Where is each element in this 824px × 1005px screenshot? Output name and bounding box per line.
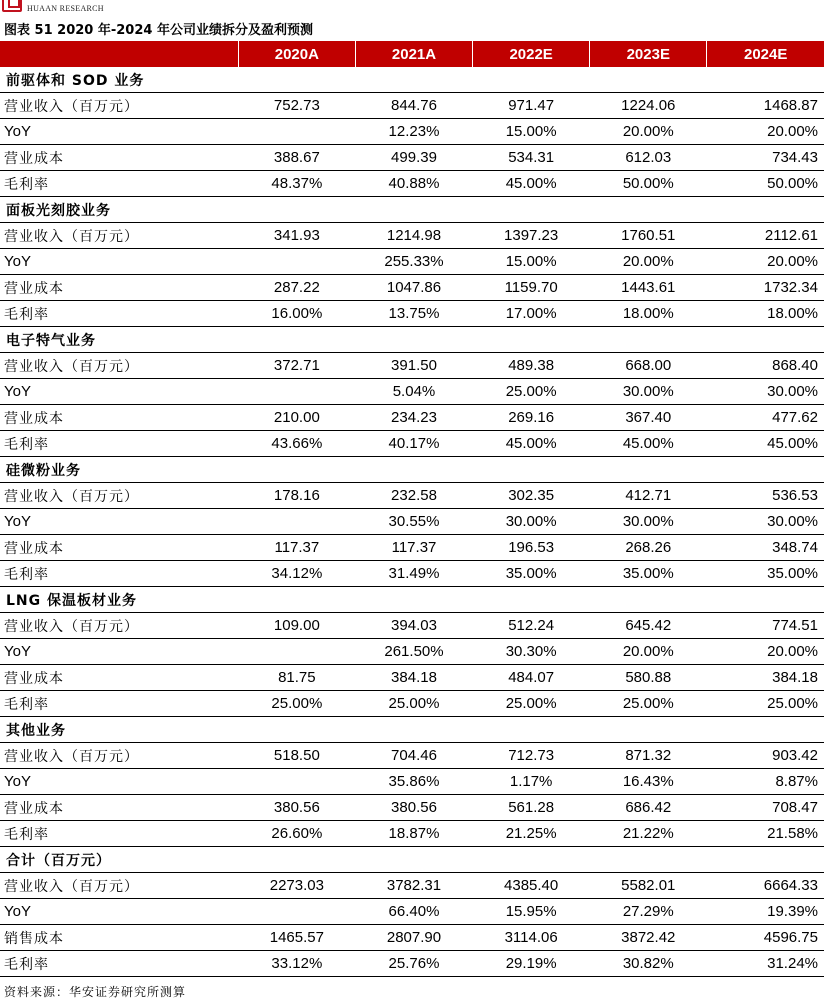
row-label: 营业收入（百万元） xyxy=(0,483,238,509)
value-cell: 871.32 xyxy=(590,743,707,769)
value-cell: 210.00 xyxy=(238,405,355,431)
value-cell: 380.56 xyxy=(355,795,472,821)
value-cell: 27.29% xyxy=(590,899,707,925)
value-cell: 561.28 xyxy=(473,795,590,821)
section-title: 前驱体和 SOD 业务 xyxy=(0,67,824,93)
table-row xyxy=(0,795,824,821)
value-cell: 178.16 xyxy=(238,483,355,509)
value-cell: 20.00% xyxy=(590,119,707,145)
value-cell: 394.03 xyxy=(355,613,472,639)
table-row xyxy=(0,431,824,457)
header-year: 2020A xyxy=(238,41,355,67)
header-year: 2022E xyxy=(473,41,590,67)
section-title: 合计（百万元） xyxy=(0,847,824,873)
value-cell: 774.51 xyxy=(707,613,824,639)
value-cell xyxy=(238,899,355,925)
value-cell: 18.00% xyxy=(590,301,707,327)
value-cell: 1159.70 xyxy=(473,275,590,301)
table-row xyxy=(0,639,824,665)
value-cell: 26.60% xyxy=(238,821,355,847)
value-cell: 17.00% xyxy=(473,301,590,327)
table-row xyxy=(0,275,824,301)
section-header-row xyxy=(0,197,824,223)
value-cell: 117.37 xyxy=(238,535,355,561)
value-cell: 489.38 xyxy=(473,353,590,379)
value-cell: 302.35 xyxy=(473,483,590,509)
value-cell: 704.46 xyxy=(355,743,472,769)
value-cell: 234.23 xyxy=(355,405,472,431)
value-cell: 12.23% xyxy=(355,119,472,145)
brand-logo-icon xyxy=(2,0,22,12)
section-header-row xyxy=(0,457,824,483)
value-cell: 40.17% xyxy=(355,431,472,457)
value-cell: 66.40% xyxy=(355,899,472,925)
value-cell: 5582.01 xyxy=(590,873,707,899)
value-cell: 903.42 xyxy=(707,743,824,769)
table-row xyxy=(0,483,824,509)
value-cell: 3114.06 xyxy=(473,925,590,951)
value-cell: 3872.42 xyxy=(590,925,707,951)
value-cell: 43.66% xyxy=(238,431,355,457)
value-cell xyxy=(238,119,355,145)
row-label: YoY xyxy=(0,509,238,535)
value-cell: 1465.57 xyxy=(238,925,355,951)
value-cell: 5.04% xyxy=(355,379,472,405)
table-row xyxy=(0,769,824,795)
row-label: 毛利率 xyxy=(0,301,238,327)
header-year: 2021A xyxy=(355,41,472,67)
value-cell: 18.87% xyxy=(355,821,472,847)
value-cell: 384.18 xyxy=(707,665,824,691)
value-cell: 518.50 xyxy=(238,743,355,769)
value-cell: 2273.03 xyxy=(238,873,355,899)
value-cell: 384.18 xyxy=(355,665,472,691)
table-row xyxy=(0,925,824,951)
value-cell: 536.53 xyxy=(707,483,824,509)
value-cell: 34.12% xyxy=(238,561,355,587)
value-cell: 30.00% xyxy=(707,509,824,535)
value-cell: 15.00% xyxy=(473,119,590,145)
table-row xyxy=(0,821,824,847)
table-row xyxy=(0,509,824,535)
table-row xyxy=(0,301,824,327)
value-cell xyxy=(238,509,355,535)
value-cell: 20.00% xyxy=(707,639,824,665)
section-title: LNG 保温板材业务 xyxy=(0,587,824,613)
value-cell: 50.00% xyxy=(590,171,707,197)
value-cell: 81.75 xyxy=(238,665,355,691)
table-row xyxy=(0,561,824,587)
value-cell: 1214.98 xyxy=(355,223,472,249)
value-cell: 534.31 xyxy=(473,145,590,171)
value-cell: 30.00% xyxy=(590,379,707,405)
section-title: 其他业务 xyxy=(0,717,824,743)
header-year: 2024E xyxy=(707,41,824,67)
value-cell: 35.86% xyxy=(355,769,472,795)
value-cell: 367.40 xyxy=(590,405,707,431)
table-row xyxy=(0,353,824,379)
value-cell: 868.40 xyxy=(707,353,824,379)
value-cell: 15.95% xyxy=(473,899,590,925)
value-cell: 708.47 xyxy=(707,795,824,821)
row-label: YoY xyxy=(0,379,238,405)
value-cell: 580.88 xyxy=(590,665,707,691)
value-cell: 412.71 xyxy=(590,483,707,509)
value-cell: 499.39 xyxy=(355,145,472,171)
figure-caption: 图表 51 2020 年-2024 年公司业绩拆分及盈利预测 xyxy=(4,23,313,38)
row-label: 营业收入（百万元） xyxy=(0,223,238,249)
row-label: 营业成本 xyxy=(0,405,238,431)
value-cell: 752.73 xyxy=(238,93,355,119)
section-header-row xyxy=(0,327,824,353)
value-cell: 712.73 xyxy=(473,743,590,769)
row-label: 营业收入（百万元） xyxy=(0,613,238,639)
section-header-row xyxy=(0,717,824,743)
row-label: YoY xyxy=(0,249,238,275)
row-label: 毛利率 xyxy=(0,691,238,717)
value-cell: 109.00 xyxy=(238,613,355,639)
section-title: 硅微粉业务 xyxy=(0,457,824,483)
value-cell: 612.03 xyxy=(590,145,707,171)
value-cell: 348.74 xyxy=(707,535,824,561)
value-cell: 117.37 xyxy=(355,535,472,561)
row-label: 营业成本 xyxy=(0,535,238,561)
row-label: 毛利率 xyxy=(0,561,238,587)
value-cell: 255.33% xyxy=(355,249,472,275)
row-label: 营业收入（百万元） xyxy=(0,93,238,119)
value-cell: 19.39% xyxy=(707,899,824,925)
forecast-table xyxy=(0,41,824,977)
value-cell: 31.49% xyxy=(355,561,472,587)
table-row xyxy=(0,873,824,899)
value-cell: 30.00% xyxy=(707,379,824,405)
value-cell: 30.30% xyxy=(473,639,590,665)
value-cell: 45.00% xyxy=(473,431,590,457)
table-row xyxy=(0,249,824,275)
table-row xyxy=(0,665,824,691)
brand-name-en: HUAAN RESEARCH xyxy=(27,4,104,13)
table-row xyxy=(0,171,824,197)
value-cell: 30.00% xyxy=(473,509,590,535)
row-label: 营业成本 xyxy=(0,145,238,171)
table-row xyxy=(0,145,824,171)
row-label: 营业成本 xyxy=(0,275,238,301)
row-label: YoY xyxy=(0,899,238,925)
table-row xyxy=(0,379,824,405)
value-cell: 1.17% xyxy=(473,769,590,795)
value-cell: 4596.75 xyxy=(707,925,824,951)
table-row xyxy=(0,93,824,119)
value-cell: 25.00% xyxy=(473,379,590,405)
value-cell: 1443.61 xyxy=(590,275,707,301)
row-label: 销售成本 xyxy=(0,925,238,951)
row-label: 营业收入（百万元） xyxy=(0,873,238,899)
value-cell: 341.93 xyxy=(238,223,355,249)
value-cell: 13.75% xyxy=(355,301,472,327)
value-cell: 21.58% xyxy=(707,821,824,847)
row-label: 毛利率 xyxy=(0,431,238,457)
value-cell: 3782.31 xyxy=(355,873,472,899)
value-cell: 16.43% xyxy=(590,769,707,795)
row-label: 毛利率 xyxy=(0,171,238,197)
value-cell: 45.00% xyxy=(707,431,824,457)
value-cell: 20.00% xyxy=(590,639,707,665)
value-cell: 391.50 xyxy=(355,353,472,379)
value-cell: 30.00% xyxy=(590,509,707,535)
value-cell: 35.00% xyxy=(590,561,707,587)
table-row xyxy=(0,119,824,145)
value-cell: 269.16 xyxy=(473,405,590,431)
value-cell: 388.67 xyxy=(238,145,355,171)
value-cell: 686.42 xyxy=(590,795,707,821)
value-cell: 2807.90 xyxy=(355,925,472,951)
row-label: 毛利率 xyxy=(0,951,238,977)
value-cell: 25.00% xyxy=(473,691,590,717)
table-row xyxy=(0,535,824,561)
header-year: 2023E xyxy=(590,41,707,67)
row-label: 营业收入（百万元） xyxy=(0,353,238,379)
value-cell: 512.24 xyxy=(473,613,590,639)
table-row xyxy=(0,613,824,639)
value-cell: 287.22 xyxy=(238,275,355,301)
value-cell: 1468.87 xyxy=(707,93,824,119)
value-cell: 268.26 xyxy=(590,535,707,561)
value-cell: 29.19% xyxy=(473,951,590,977)
value-cell: 6664.33 xyxy=(707,873,824,899)
value-cell: 261.50% xyxy=(355,639,472,665)
value-cell: 372.71 xyxy=(238,353,355,379)
value-cell: 380.56 xyxy=(238,795,355,821)
row-label: YoY xyxy=(0,639,238,665)
row-label: 毛利率 xyxy=(0,821,238,847)
value-cell: 33.12% xyxy=(238,951,355,977)
value-cell: 484.07 xyxy=(473,665,590,691)
row-label: YoY xyxy=(0,769,238,795)
value-cell: 40.88% xyxy=(355,171,472,197)
value-cell: 645.42 xyxy=(590,613,707,639)
header-blank-cell xyxy=(0,41,238,67)
value-cell: 31.24% xyxy=(707,951,824,977)
value-cell xyxy=(238,639,355,665)
value-cell: 21.25% xyxy=(473,821,590,847)
value-cell: 971.47 xyxy=(473,93,590,119)
table-row xyxy=(0,405,824,431)
value-cell: 232.58 xyxy=(355,483,472,509)
value-cell: 734.43 xyxy=(707,145,824,171)
brand-logo xyxy=(0,0,140,16)
table-row xyxy=(0,743,824,769)
value-cell xyxy=(238,769,355,795)
value-cell: 16.00% xyxy=(238,301,355,327)
value-cell: 1732.34 xyxy=(707,275,824,301)
value-cell: 50.00% xyxy=(707,171,824,197)
value-cell: 8.87% xyxy=(707,769,824,795)
value-cell xyxy=(238,249,355,275)
value-cell: 25.00% xyxy=(590,691,707,717)
value-cell: 18.00% xyxy=(707,301,824,327)
value-cell: 35.00% xyxy=(707,561,824,587)
table-row xyxy=(0,899,824,925)
table-row xyxy=(0,691,824,717)
value-cell: 25.76% xyxy=(355,951,472,977)
value-cell: 35.00% xyxy=(473,561,590,587)
table-header-row xyxy=(0,41,824,67)
section-header-row xyxy=(0,67,824,93)
value-cell: 21.22% xyxy=(590,821,707,847)
value-cell: 4385.40 xyxy=(473,873,590,899)
value-cell: 45.00% xyxy=(473,171,590,197)
row-label: 营业成本 xyxy=(0,795,238,821)
section-header-row xyxy=(0,847,824,873)
value-cell: 45.00% xyxy=(590,431,707,457)
value-cell: 1047.86 xyxy=(355,275,472,301)
row-label: YoY xyxy=(0,119,238,145)
row-label: 营业成本 xyxy=(0,665,238,691)
section-header-row xyxy=(0,587,824,613)
value-cell: 20.00% xyxy=(590,249,707,275)
value-cell: 477.62 xyxy=(707,405,824,431)
value-cell: 196.53 xyxy=(473,535,590,561)
value-cell: 2112.61 xyxy=(707,223,824,249)
value-cell: 20.00% xyxy=(707,249,824,275)
table-row xyxy=(0,951,824,977)
value-cell: 25.00% xyxy=(707,691,824,717)
section-title: 电子特气业务 xyxy=(0,327,824,353)
value-cell: 25.00% xyxy=(355,691,472,717)
source-note: 资料来源：华安证券研究所测算 xyxy=(4,985,187,999)
value-cell: 20.00% xyxy=(707,119,824,145)
value-cell: 668.00 xyxy=(590,353,707,379)
value-cell: 30.55% xyxy=(355,509,472,535)
value-cell: 1760.51 xyxy=(590,223,707,249)
table-row xyxy=(0,223,824,249)
section-title: 面板光刻胶业务 xyxy=(0,197,824,223)
value-cell: 48.37% xyxy=(238,171,355,197)
value-cell: 25.00% xyxy=(238,691,355,717)
value-cell: 15.00% xyxy=(473,249,590,275)
table-body xyxy=(0,67,824,977)
value-cell: 30.82% xyxy=(590,951,707,977)
value-cell: 1224.06 xyxy=(590,93,707,119)
value-cell: 1397.23 xyxy=(473,223,590,249)
value-cell xyxy=(238,379,355,405)
value-cell: 844.76 xyxy=(355,93,472,119)
row-label: 营业收入（百万元） xyxy=(0,743,238,769)
